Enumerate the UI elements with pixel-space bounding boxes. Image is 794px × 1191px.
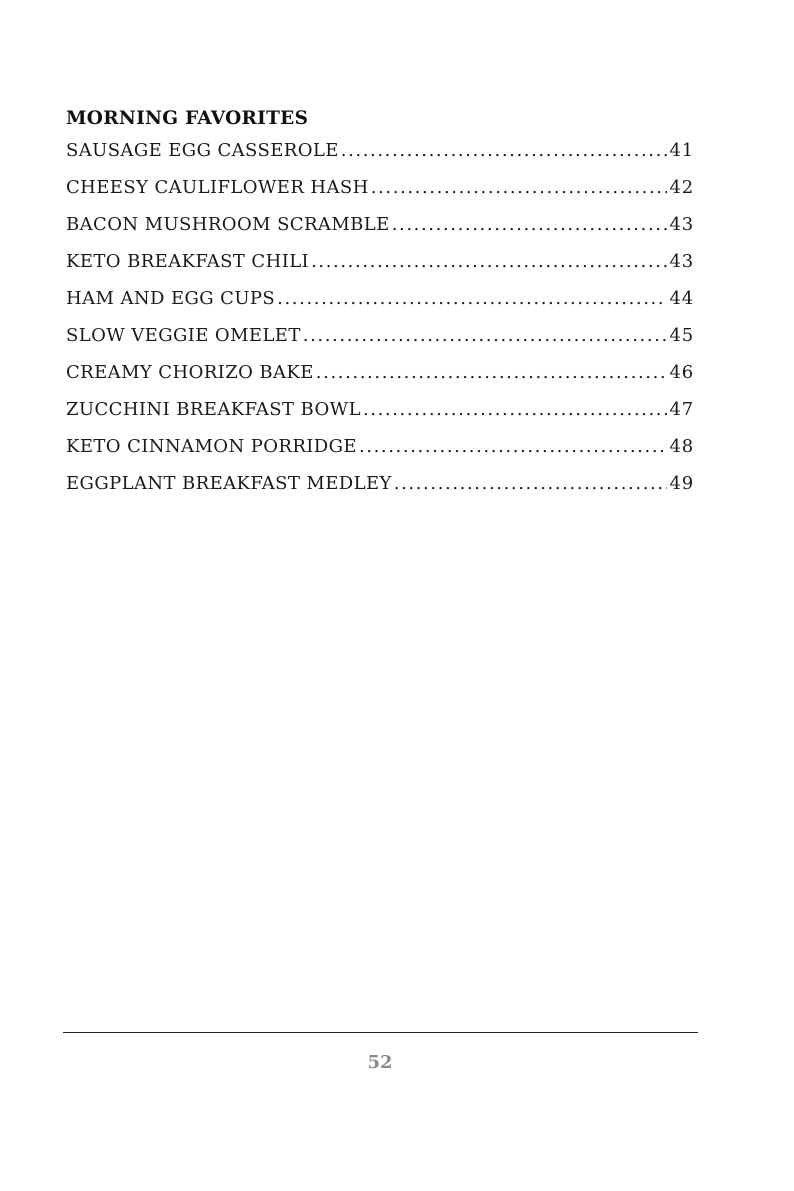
toc-entry xyxy=(66,214,694,251)
dot-leader xyxy=(394,473,668,494)
toc-entry-title: CHEESY CAULIFLOWER HASH xyxy=(66,177,369,198)
toc-entry xyxy=(66,325,694,362)
toc-entry-page: 47 xyxy=(669,399,694,420)
toc-entry-page: 46 xyxy=(669,362,694,383)
toc-entry-title: KETO CINNAMON PORRIDGE xyxy=(66,436,357,457)
toc-entry-title: SAUSAGE EGG CASSEROLE xyxy=(66,140,339,161)
toc-entry-page: 45 xyxy=(669,325,694,346)
toc-entry xyxy=(66,473,694,510)
toc-entry-page: 48 xyxy=(669,436,694,457)
toc-entry-title: EGGPLANT BREAKFAST MEDLEY xyxy=(66,473,392,494)
toc-entry xyxy=(66,362,694,399)
toc-entry xyxy=(66,436,694,473)
dot-leader xyxy=(359,436,668,457)
toc-entry xyxy=(66,177,694,214)
toc-entry xyxy=(66,140,694,177)
toc-entry-title: ZUCCHINI BREAKFAST BOWL xyxy=(66,399,361,420)
toc-entry-page: 41 xyxy=(669,140,694,161)
dot-leader xyxy=(311,251,667,272)
toc-entry xyxy=(66,288,694,325)
toc-entry-title: SLOW VEGGIE OMELET xyxy=(66,325,301,346)
toc-entry xyxy=(66,251,694,288)
table-of-contents xyxy=(66,140,694,510)
dot-leader xyxy=(363,399,668,420)
dot-leader xyxy=(303,325,668,346)
dot-leader xyxy=(316,362,668,383)
toc-entry-title: CREAMY CHORIZO BAKE xyxy=(66,362,314,383)
dot-leader xyxy=(371,177,668,198)
toc-entry-page: 42 xyxy=(669,177,694,198)
toc-entry-page: 44 xyxy=(669,288,694,309)
section-heading: MORNING FAVORITES xyxy=(66,108,309,129)
dot-leader xyxy=(341,140,668,161)
toc-entry-page: 49 xyxy=(669,473,694,494)
footer-divider xyxy=(63,1032,698,1033)
toc-entry-page: 43 xyxy=(669,214,694,235)
toc-entry-title: HAM AND EGG CUPS xyxy=(66,288,276,309)
page-number: 52 xyxy=(367,1052,393,1073)
dot-leader xyxy=(277,288,667,309)
toc-entry-page: 43 xyxy=(669,251,694,272)
toc-entry xyxy=(66,399,694,436)
toc-entry-title: KETO BREAKFAST CHILI xyxy=(66,251,310,272)
toc-entry-title: BACON MUSHROOM SCRAMBLE xyxy=(66,214,390,235)
dot-leader xyxy=(392,214,668,235)
